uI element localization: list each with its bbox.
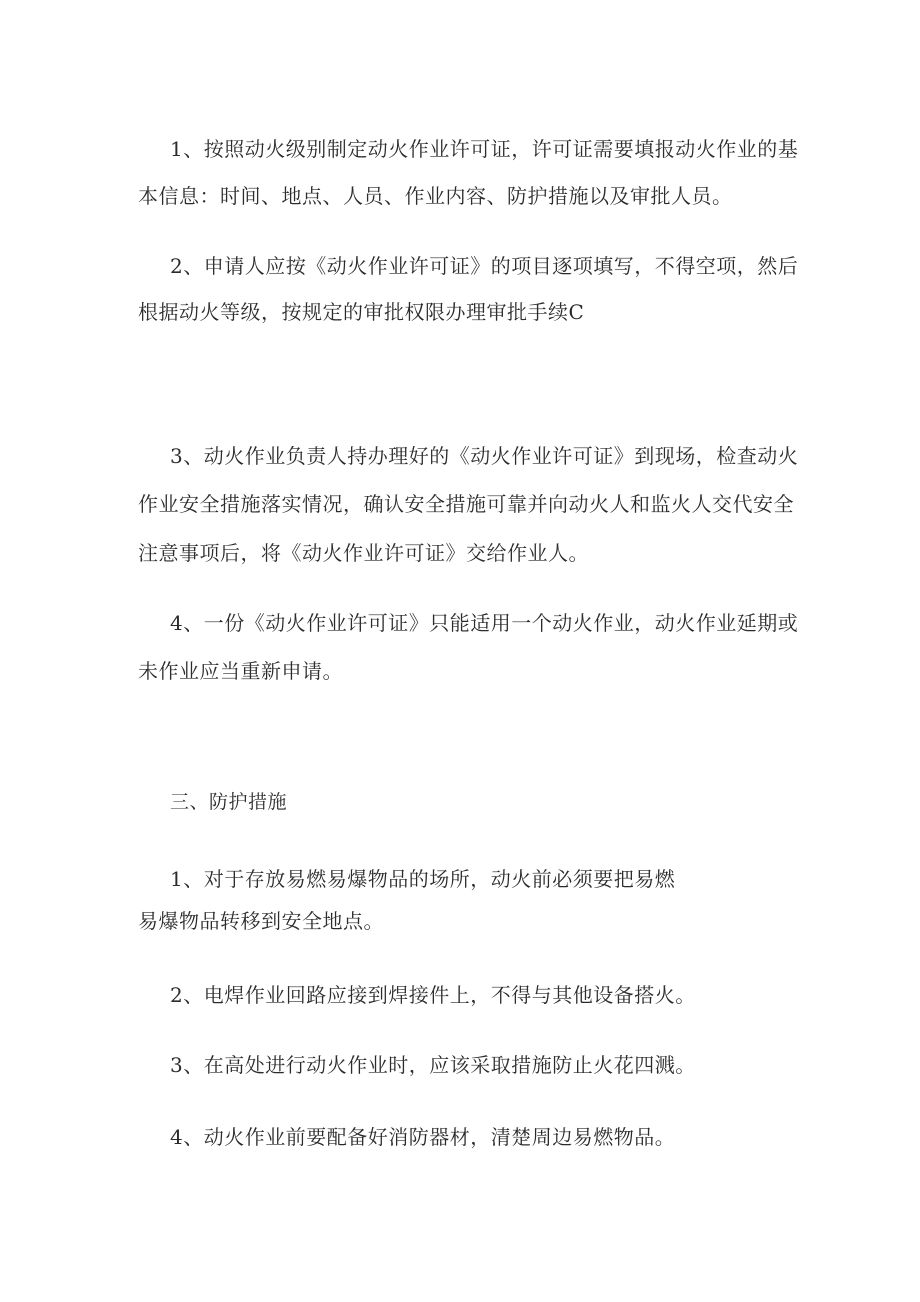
paragraph-line: 未作业应当重新申请。 (138, 659, 343, 683)
paragraph-line: 1、对于存放易燃易爆物品的场所，动火前必须要把易燃 (170, 867, 676, 891)
paragraph-line: 3、动火作业负责人持办理好的《动火作业许可证》到现场，检查动火 (170, 444, 799, 468)
paragraph-line: 2、申请人应按《动火作业许可证》的项目逐项填写，不得空项，然后 (170, 254, 799, 278)
paragraph-line: 易爆物品转移到安全地点。 (138, 909, 384, 933)
paragraph-line: 1、按照动火级别制定动火作业许可证，许可证需要填报动火作业的基 (170, 137, 799, 161)
paragraph-line: 3、在高处进行动火作业时，应该采取措施防止火花四溅。 (170, 1053, 696, 1077)
paragraph-line: 本信息：时间、地点、人员、作业内容、防护措施以及审批人员。 (138, 184, 733, 208)
paragraph-line: 2、电焊作业回路应接到焊接件上，不得与其他设备搭火。 (170, 983, 696, 1007)
paragraph-line: 4、一份《动火作业许可证》只能适用一个动火作业，动火作业延期或 (170, 611, 799, 635)
paragraph-line: 根据动火等级，按规定的审批权限办理审批手续C (138, 300, 585, 324)
paragraph-line: 注意事项后，将《动火作业许可证》交给作业人。 (138, 541, 589, 565)
section-heading: 三、防护措施 (170, 791, 288, 813)
paragraph-line: 4、动火作业前要配备好消防器材，清楚周边易燃物品。 (170, 1125, 676, 1149)
paragraph-line: 作业安全措施落实情况，确认安全措施可靠并向动火人和监火人交代安全 (138, 492, 794, 516)
